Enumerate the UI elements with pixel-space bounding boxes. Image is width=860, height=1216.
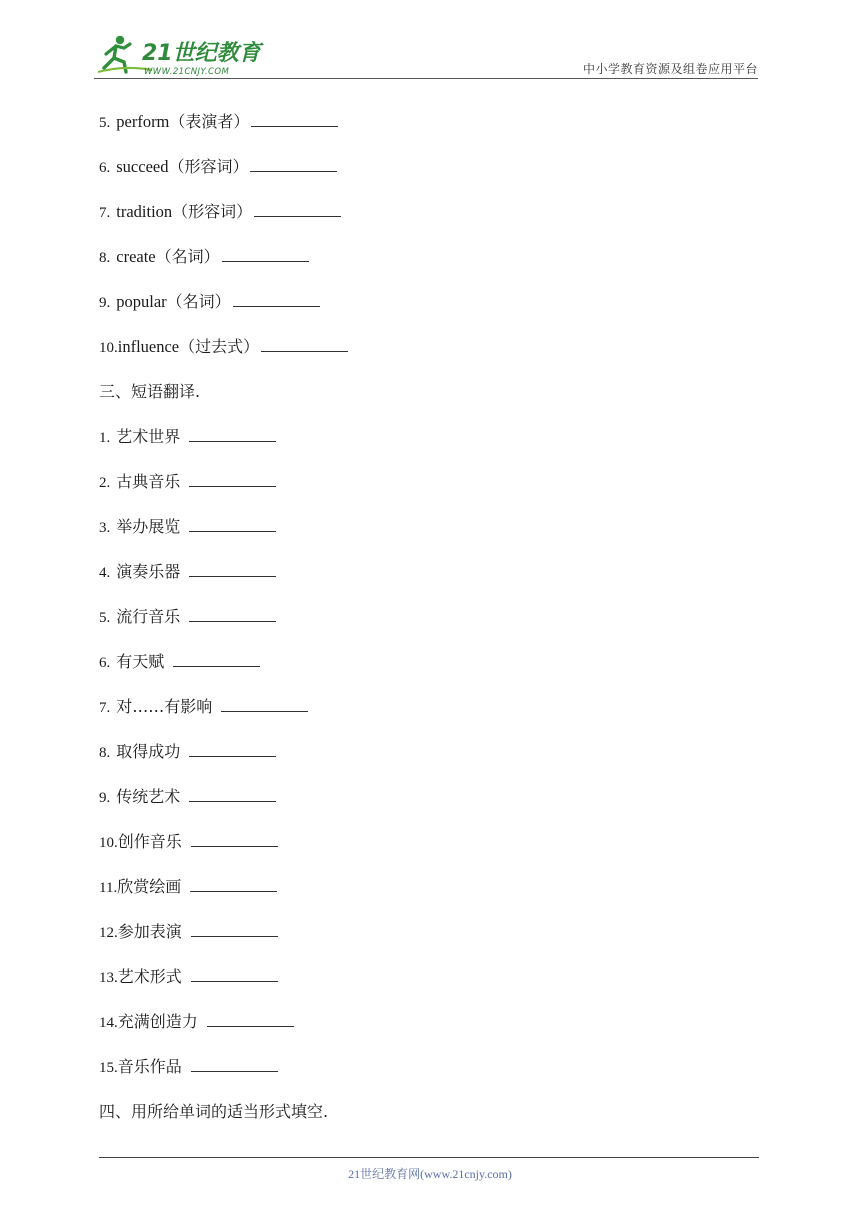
item-number: 6.: [99, 160, 111, 176]
item-number: 2.: [99, 475, 111, 491]
answer-blank[interactable]: [233, 290, 320, 307]
footer-divider: [99, 1157, 759, 1158]
list-item: [99, 738, 759, 783]
item-word: create: [116, 247, 156, 266]
item-number: 5.: [99, 610, 111, 626]
item-phrase: 充满创造力: [117, 1012, 198, 1031]
answer-blank[interactable]: [254, 200, 341, 217]
answer-blank[interactable]: [189, 470, 276, 487]
item-number: 5.: [99, 115, 111, 131]
list-item: [99, 918, 759, 963]
list-item: [99, 468, 759, 513]
list-item: [99, 648, 759, 693]
answer-blank[interactable]: [261, 335, 348, 352]
answer-blank[interactable]: [173, 650, 260, 667]
list-item: [99, 108, 759, 153]
item-number: 10.: [99, 835, 118, 851]
list-item: [99, 333, 759, 378]
answer-blank[interactable]: [189, 560, 276, 577]
list-item: [99, 693, 759, 738]
item-number: 14.: [99, 1015, 118, 1031]
answer-blank[interactable]: [189, 785, 276, 802]
section-heading: 四、用所给单词的适当形式填空.: [99, 1102, 329, 1121]
item-phrase: 有天赋: [116, 652, 165, 671]
item-hint: （过去式）: [179, 337, 260, 356]
answer-blank[interactable]: [189, 605, 276, 622]
item-number: 10.: [99, 340, 118, 356]
item-phrase: 欣赏绘画: [117, 877, 182, 896]
answer-blank[interactable]: [250, 155, 337, 172]
item-number: 4.: [99, 565, 111, 581]
answer-blank[interactable]: [190, 875, 277, 892]
item-hint: （名词）: [166, 292, 231, 311]
answer-blank[interactable]: [189, 740, 276, 757]
list-item: [99, 423, 759, 468]
list-item: [99, 873, 759, 918]
list-item: [99, 1053, 759, 1098]
item-number: 1.: [99, 430, 111, 446]
item-number: 7.: [99, 205, 111, 221]
item-hint: （表演者）: [169, 112, 250, 131]
answer-blank[interactable]: [191, 830, 278, 847]
answer-blank[interactable]: [221, 695, 308, 712]
answer-blank[interactable]: [222, 245, 309, 262]
item-word: tradition: [116, 202, 173, 221]
item-phrase: 古典音乐: [116, 472, 181, 491]
item-phrase: 取得成功: [116, 742, 181, 761]
list-item: [99, 963, 759, 1008]
item-number: 6.: [99, 655, 111, 671]
list-item: [99, 558, 759, 603]
answer-blank[interactable]: [189, 425, 276, 442]
item-phrase: 传统艺术: [116, 787, 181, 806]
list-item: [99, 153, 759, 198]
section-heading: 三、短语翻译.: [99, 382, 201, 401]
item-hint: （形容词）: [172, 202, 253, 221]
item-number: 7.: [99, 700, 111, 716]
site-logo: [94, 32, 264, 78]
item-word: popular: [116, 292, 167, 311]
item-word: perform: [116, 112, 170, 131]
list-item: [99, 288, 759, 333]
item-phrase: 对……有影响: [116, 697, 213, 716]
item-phrase: 艺术形式: [117, 967, 182, 986]
item-number: 8.: [99, 250, 111, 266]
header-platform-title: 中小学教育资源及组卷应用平台: [582, 62, 758, 76]
item-number: 15.: [99, 1060, 118, 1076]
list-item: [99, 603, 759, 648]
page-header: [94, 30, 758, 80]
item-number: 9.: [99, 295, 111, 311]
item-phrase: 举办展览: [116, 517, 181, 536]
item-number: 9.: [99, 790, 111, 806]
header-divider: [94, 78, 758, 79]
logo-url: WWW.21CNJY.COM: [144, 67, 230, 77]
item-phrase: 演奏乐器: [116, 562, 181, 581]
item-word: succeed: [116, 157, 169, 176]
item-phrase: 参加表演: [117, 922, 182, 941]
logo-text: 21世纪教育: [142, 41, 261, 66]
answer-blank[interactable]: [251, 110, 338, 127]
list-item: [99, 198, 759, 243]
answer-blank[interactable]: [191, 965, 278, 982]
item-phrase: 音乐作品: [117, 1057, 182, 1076]
runner-logo-icon: [94, 32, 264, 78]
item-number: 13.: [99, 970, 118, 986]
list-item: [99, 513, 759, 558]
item-phrase: 流行音乐: [116, 607, 181, 626]
footer-source[interactable]: 21世纪教育网(www.21cnjy.com): [348, 1167, 512, 1181]
answer-blank[interactable]: [191, 920, 278, 937]
answer-blank[interactable]: [191, 1055, 278, 1072]
answer-blank[interactable]: [189, 515, 276, 532]
list-item: [99, 828, 759, 873]
list-item: [99, 243, 759, 288]
answer-blank[interactable]: [207, 1010, 294, 1027]
item-phrase: 创作音乐: [117, 832, 182, 851]
worksheet-content: [99, 108, 759, 1143]
item-number: 12.: [99, 925, 118, 941]
item-word: influence: [117, 337, 180, 356]
list-item: [99, 1008, 759, 1053]
item-number: 11.: [99, 880, 118, 896]
item-phrase: 艺术世界: [116, 427, 181, 446]
item-hint: （名词）: [155, 247, 220, 266]
item-number: 8.: [99, 745, 111, 761]
item-number: 3.: [99, 520, 111, 536]
list-item: [99, 783, 759, 828]
item-hint: （形容词）: [168, 157, 249, 176]
